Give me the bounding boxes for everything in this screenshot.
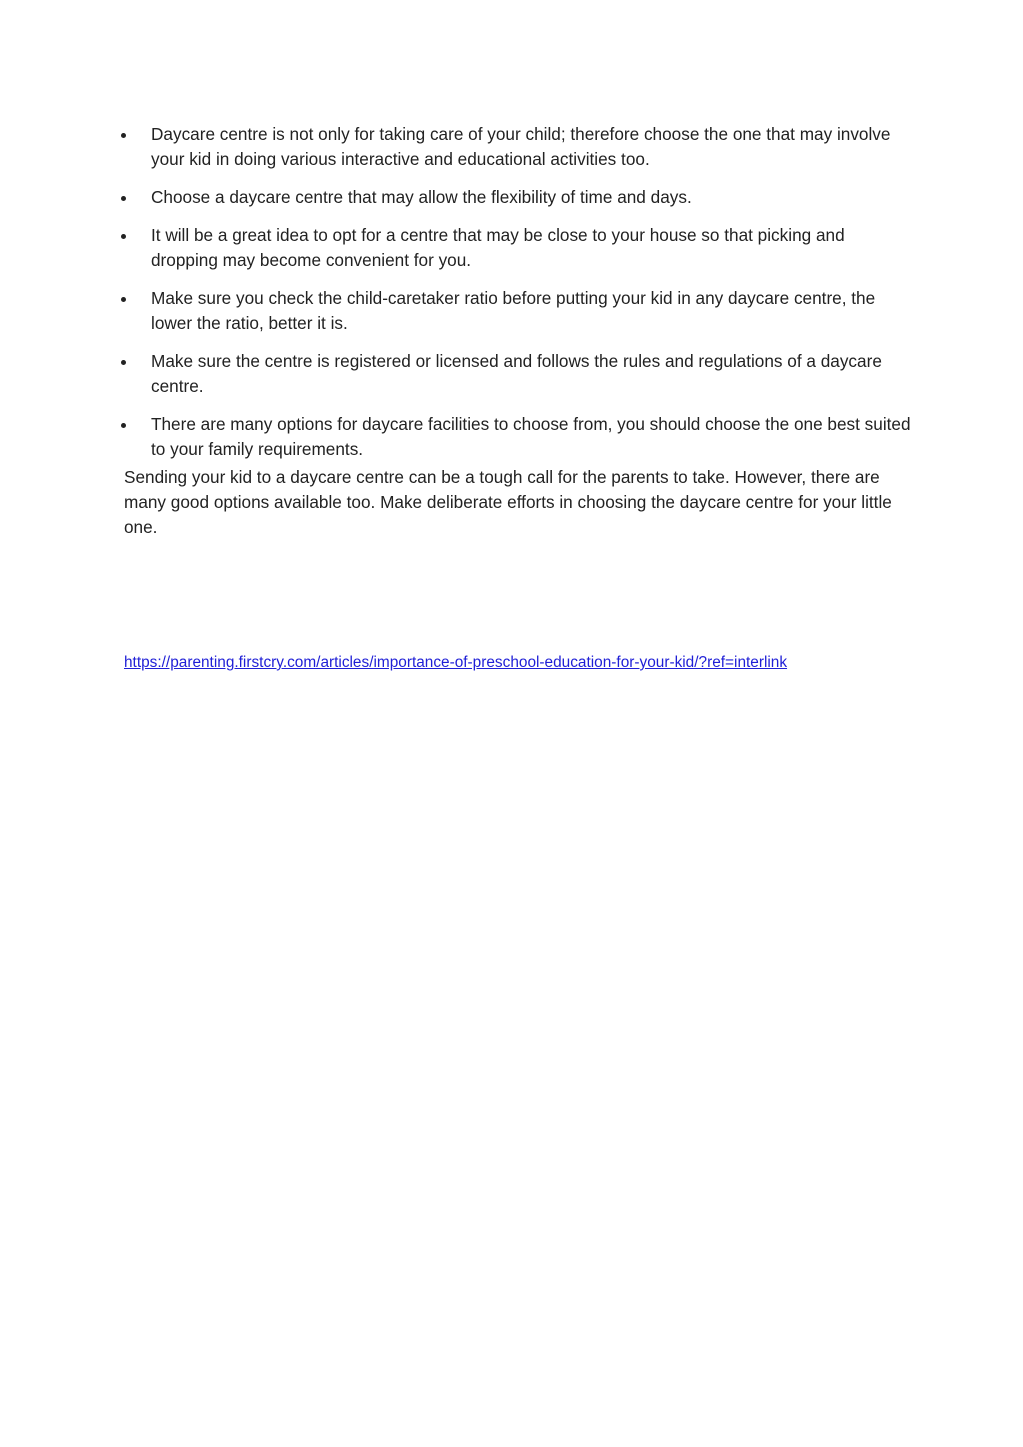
list-item bbox=[113, 349, 913, 399]
list-item bbox=[113, 412, 913, 462]
list-item-text: Choose a daycare centre that may allow the flexibility of time and days. bbox=[151, 187, 692, 207]
tips-bullet-list bbox=[113, 122, 913, 462]
list-item-text: Make sure the centre is registered or licensed and follows the rules and regulations of a daycare centre. bbox=[151, 351, 882, 396]
source-link[interactable]: https://parenting.firstcry.com/articles/importance-of-preschool-education-for-your-kid/?ref=interlink bbox=[124, 654, 788, 671]
bullet-icon bbox=[121, 234, 126, 239]
bullet-icon bbox=[121, 297, 126, 302]
list-item bbox=[113, 223, 913, 273]
bullet-icon bbox=[121, 423, 126, 428]
list-item-text: There are many options for daycare facilities to choose from, you should choose the one best suited to your family requirements. bbox=[151, 414, 911, 459]
list-item bbox=[113, 185, 913, 210]
bullet-icon bbox=[121, 360, 126, 365]
bullet-icon bbox=[121, 133, 126, 138]
bullet-icon bbox=[121, 196, 126, 201]
list-item-text: It will be a great idea to opt for a centre that may be close to your house so that picking and dropping may become convenient for you. bbox=[151, 225, 845, 270]
list-item bbox=[113, 122, 913, 172]
list-item-text: Make sure you check the child-caretaker ratio before putting your kid in any daycare centre, the lower the ratio, better it is. bbox=[151, 288, 876, 333]
list-item-text: Daycare centre is not only for taking care of your child; therefore choose the one that may involve your kid in doing various interactive and educational activities too. bbox=[151, 124, 891, 169]
list-item bbox=[113, 286, 913, 336]
closing-paragraph: Sending your kid to a daycare centre can be a tough call for the parents to take. However, there are many good options available too. Make deliberate efforts in choosing the daycare centre for your little one. bbox=[124, 467, 892, 537]
